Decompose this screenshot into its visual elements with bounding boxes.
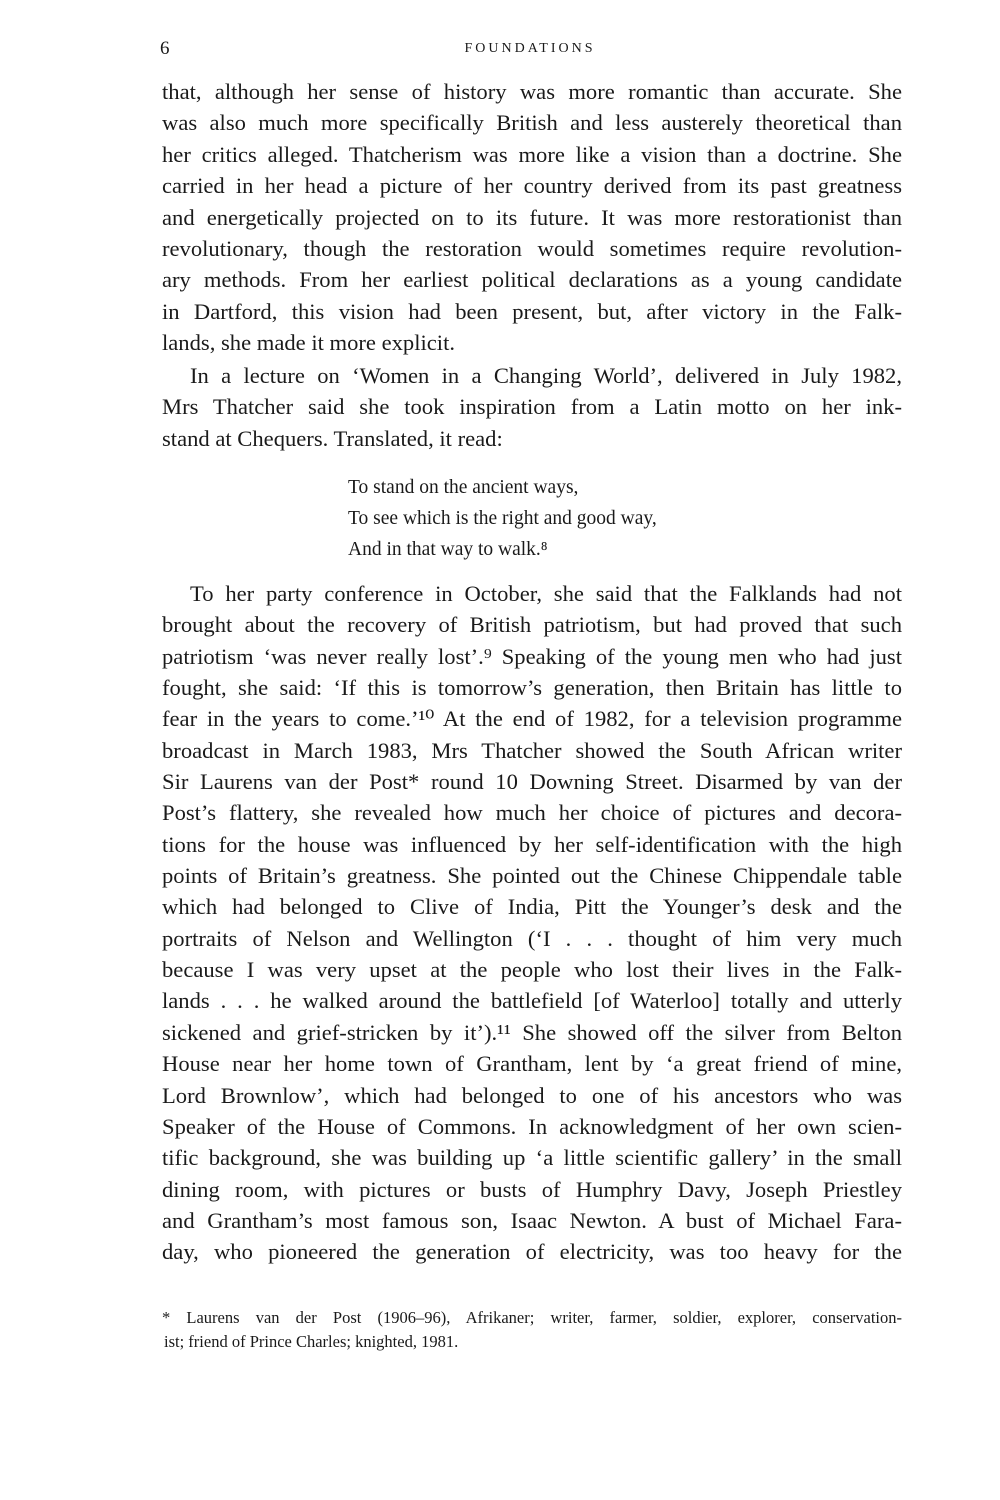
paragraph-3 [162,578,902,1268]
text-line: sickened and grief-stricken by it’).¹¹ She showed off the silver from Belton [162,1019,902,1045]
footnote [162,1306,902,1354]
footnote-line: * Laurens van der Post (1906–96), Afrikaner; writer, farmer, soldier, explorer, conservation- [162,1308,902,1327]
text-line: her critics alleged. Thatcherism was more like a vision than a doctrine. She [162,141,902,167]
section-title: FOUNDATIONS [464,41,596,56]
text-line: lands . . . he walked around the battlefield [of Waterloo] totally and utterly [162,988,902,1014]
paragraph-1 [162,76,902,359]
text-line: In a lecture on ‘Women in a Changing World’, delivered in July 1982, [190,363,902,388]
paragraph-2 [162,360,902,454]
text-line: because I was very upset at the people who lost their lives in the Falk- [162,957,902,983]
block-quote [348,472,788,565]
text-line: brought about the recovery of British patriotism, but had proved that such [162,612,902,638]
quote-line: To see which is the right and good way, [348,508,657,529]
text-line: in Dartford, this vision had been present, but, after victory in the Falk- [162,298,902,324]
text-line: Sir Laurens van der Post* round 10 Downing Street. Disarmed by van der [162,769,902,795]
text-line: broadcast in March 1983, Mrs Thatcher showed the South African writer [162,737,902,763]
text-line: To her party conference in October, she said that the Falklands had not [190,581,902,606]
text-line: revolutionary, though the restoration would sometimes require revolution- [162,235,902,261]
text-line: fought, she said: ‘If this is tomorrow’s generation, then Britain has little to [162,675,902,701]
text-line: ary methods. From her earliest political declarations as a young candidate [162,267,902,293]
text-line: points of Britain’s greatness. She pointed out the Chinese Chippendale table [162,863,902,889]
running-head [160,38,900,60]
footnote-line: ist; friend of Prince Charles; knighted, 1981. [164,1332,459,1351]
text-line: Post’s flattery, she revealed how much her choice of pictures and decora- [162,800,902,826]
text-line: Speaker of the House of Commons. In acknowledgment of her own scien- [162,1113,902,1139]
text-line: House near her home town of Grantham, lent by ‘a great friend of mine, [162,1051,902,1077]
quote-line: To stand on the ancient ways, [348,477,579,498]
text-line: dining room, with pictures or busts of Humphry Davy, Joseph Priestley [162,1176,902,1202]
text-line: fear in the years to come.’¹⁰ At the end of 1982, for a television programme [162,706,902,732]
text-line: and energetically projected on to its future. It was more restorationist than [162,204,902,230]
text-line: and Grantham’s most famous son, Isaac Newton. A bust of Michael Fara- [162,1207,902,1233]
text-line: was also much more specifically British and less austerely theoretical than [162,110,902,136]
text-line: portraits of Nelson and Wellington (‘I . . . thought of him very much [162,925,902,951]
text-line: Mrs Thatcher said she took inspiration from a Latin motto on her ink- [162,394,902,420]
text-line: tific background, she was building up ‘a little scientific gallery’ in the small [162,1145,902,1171]
text-line: tions for the house was influenced by her self-identification with the high [162,831,902,857]
text-line: patriotism ‘was never really lost’.⁹ Speaking of the young men who had just [162,643,902,669]
text-line: that, although her sense of history was more romantic than accurate. She [162,79,902,104]
text-line: carried in her head a picture of her country derived from its past greatness [162,173,902,199]
text-line: lands, she made it more explicit. [162,330,456,356]
text-line: stand at Chequers. Translated, it read: [162,425,503,451]
page-number: 6 [160,38,170,59]
text-line: which had belonged to Clive of India, Pitt the Younger’s desk and the [162,894,902,920]
text-line: Lord Brownlow’, which had belonged to one of his ancestors who was [162,1082,902,1108]
text-line: day, who pioneered the generation of electricity, was too heavy for the [162,1239,902,1265]
quote-line: And in that way to walk.⁸ [348,539,548,560]
